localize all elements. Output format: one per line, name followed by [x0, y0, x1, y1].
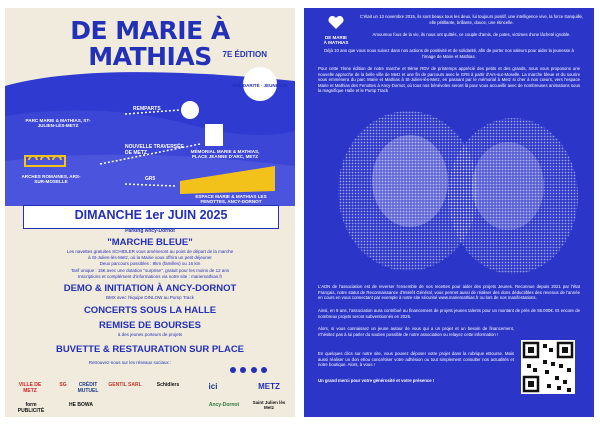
social-icons	[230, 360, 267, 378]
demo-title: DEMO & INITIATION À ANCY-DORNOT	[63, 283, 237, 294]
marche-line: à St-Julien-lès-Metz, où la Mairie vous offrira un petit déjeuner	[88, 255, 212, 261]
marche-line: Tarif unique : 15€ avec une dotation "surprise", gratuit pour les moins de 12 ans	[70, 267, 230, 273]
intro-paragraph-4: Pour cette 7ème édition de notre marche et 9ème RDV de printemps apprécié des petits et des grands, nous vous proposons une nouvelle approche de la belle ville de Metz et une fin de parcours avec le GR5 à partir d'Ars-sur-Moselle. La marche bleue et du sourire vous emmènera du parc Marie et Mathias à St-Julien-lès-Metz, en passant par le mémorial à Metz si cher à nos cœurs, vers l'espace Marie et Mathias des Fenottes à Ancy-Dornot, où tous nos bénévoles seront là pour vous accueillir avec de nombreuses animations sous la magnifique Halle et le Pump Track	[318, 66, 580, 94]
logo-sg: SG	[59, 382, 67, 388]
bourses-title: REMISE DE BOURSES	[99, 320, 201, 331]
ebourse-paragraph: En quelques clics sur notre site, vous pouvez déposer votre projet dans la rubrique eBourse. Mais aussi réaliser un don et/ou concrétiser votre adhésion ou tout simplement consulter nos actualités et notre boutique. Alors, à vous !	[318, 351, 514, 368]
marche-line: Inscriptions et complément d'informations via notre site : mariemathias.fr	[77, 273, 223, 279]
association-logo	[318, 16, 354, 45]
marche-line: Deux parcours possibles : 8km (familles) ou 16 km	[99, 261, 201, 267]
instagram-icon[interactable]	[240, 367, 246, 373]
flyer-back	[304, 8, 594, 417]
qr-code[interactable]	[521, 340, 575, 394]
event-date: DIMANCHE 1er JUIN 2025	[74, 208, 228, 222]
bourses-subtitle: à des jeunes porteurs de projets	[117, 332, 183, 337]
marche-details	[15, 249, 285, 280]
map-label-memorial: MÉMORIAL MARIE & MATHIAS, PLACE JEANNE D'ARC, METZ	[190, 149, 260, 160]
intro-paragraph-3: Déjà 10 ans que vous nous suivez dans nos actions de positivité et de solidarité, afin de porter nos valeurs pour aider la jeunesse à l'image de Marie et Mathias.	[324, 48, 574, 59]
logo-metz-ville: VILLE DE METZ	[18, 382, 42, 394]
couple-photo	[318, 111, 580, 279]
logo-form: form PUBLICITÉ	[17, 402, 45, 414]
qr-code-icon	[521, 340, 575, 394]
heart-icon	[181, 101, 199, 119]
route-label-remparts: REMPARTS	[133, 106, 161, 112]
badge-text: SOLIDARITÉ · JEUNESSE	[232, 83, 288, 88]
logo-line: DE MARIE	[324, 35, 347, 40]
logo-he-bowa: HE BOWA	[69, 402, 93, 408]
edition-label: 7E ÉDITION	[222, 50, 267, 59]
linkedin-icon[interactable]	[251, 367, 257, 373]
adn-paragraph: L'ADN de l'association est de reverser l'ensemble de nos recettes pour aider des projets Jeunes. Reconnue depuis 2021 par l'état Français, notre statut de Reconnaissance d'Intérêt Général, vous permet aussi de réaliser des dons déductibles des revenus de l'année en cours en vous connectant par exemple à notre site sécurisé www.mariemathias.fr ou lors de nos manifestations.	[318, 284, 580, 301]
marche-title: "MARCHE BLEUE"	[107, 237, 193, 248]
intro-paragraph-1: C'était un 13 novembre 2015, ils sont beaux tous les deux, lui toujours positif, une intelligence vive, la force tranquille, elle pétillante, brillante, douce, une étincelle.	[359, 14, 584, 25]
sponsor-logos	[13, 380, 287, 416]
logo-saint-julien: Saint Julien lès Metz	[252, 400, 286, 410]
event-title: DE MARIE À MATHIAS	[70, 16, 230, 71]
heart-logo-icon	[328, 16, 344, 30]
route-map	[5, 56, 295, 206]
memorial-icon	[205, 124, 223, 146]
logo-metz: METZ	[258, 382, 280, 391]
logo-ici: ici	[208, 382, 218, 391]
concerts-title: CONCERTS SOUS LA HALLE	[83, 305, 217, 316]
logo-ancy-dornot: Ancy-Dornot	[208, 402, 240, 408]
event-place: Parking Ancy-Dornot	[125, 228, 175, 234]
route-label-gr5: GR5	[145, 176, 156, 182]
project-paragraph: Alors, si vous connaissez un jeune autour de vous qui a un projet et un besoin de financement, n'hésitez pas à lui parler du soutien possible de notre association ou relayez cette information !	[318, 326, 514, 337]
youtube-icon[interactable]	[261, 367, 267, 373]
map-label-espace: ESPACE MARIE & MATHIAS LES FENOTTES, ANCY-DORNOT	[195, 194, 267, 205]
demo-subtitle: BMX avec l'équipe DINLOW au Pump Track	[106, 295, 194, 300]
marche-line: Les navettes gratuites SCHIDLER vous amèneront au point de départ de la marche	[66, 249, 234, 254]
flyer-front	[5, 8, 295, 417]
photo-halftone	[318, 111, 580, 279]
route-label-traversee: NOUVELLE TRAVERSÉE DE METZ	[125, 144, 184, 156]
logo-schidlers: Schidlers	[156, 382, 180, 388]
funding-paragraph: Ainsi, en 9 ans, l'association aura contribué au financement de projets jeunes talents pour un montant de près de 55.000€. Et encore de nombreux projets seront subventionnés en 2025.	[318, 308, 580, 319]
map-label-start: PARC MARIE & MATHIAS, ST-JULIEN-LÈS-METZ	[25, 118, 91, 129]
social-text: Retrouvez-nous sur les réseaux sociaux :	[88, 360, 172, 365]
buvette-title: BUVETTE & RESTAURATION SUR PLACE	[55, 344, 245, 355]
date-box	[23, 205, 279, 229]
facebook-icon[interactable]	[230, 367, 236, 373]
logo-credit-mutuel: CRÉDIT MUTUEL	[77, 382, 99, 394]
intro-paragraph-2: Amoureux fous de la vie, ils nous ont quittés, ce couple d'amis, de potes, victimes d'une lâcheté ignoble.	[372, 32, 571, 37]
logo-gentil: GENTIL SARL	[108, 382, 142, 388]
thanks-line: Un grand merci pour votre générosité et votre présence !	[318, 378, 435, 383]
map-label-arches: ARCHES ROMAINES, ARS-SUR-MOSELLE	[21, 174, 81, 185]
logo-line: À MATHIAS	[323, 40, 349, 45]
